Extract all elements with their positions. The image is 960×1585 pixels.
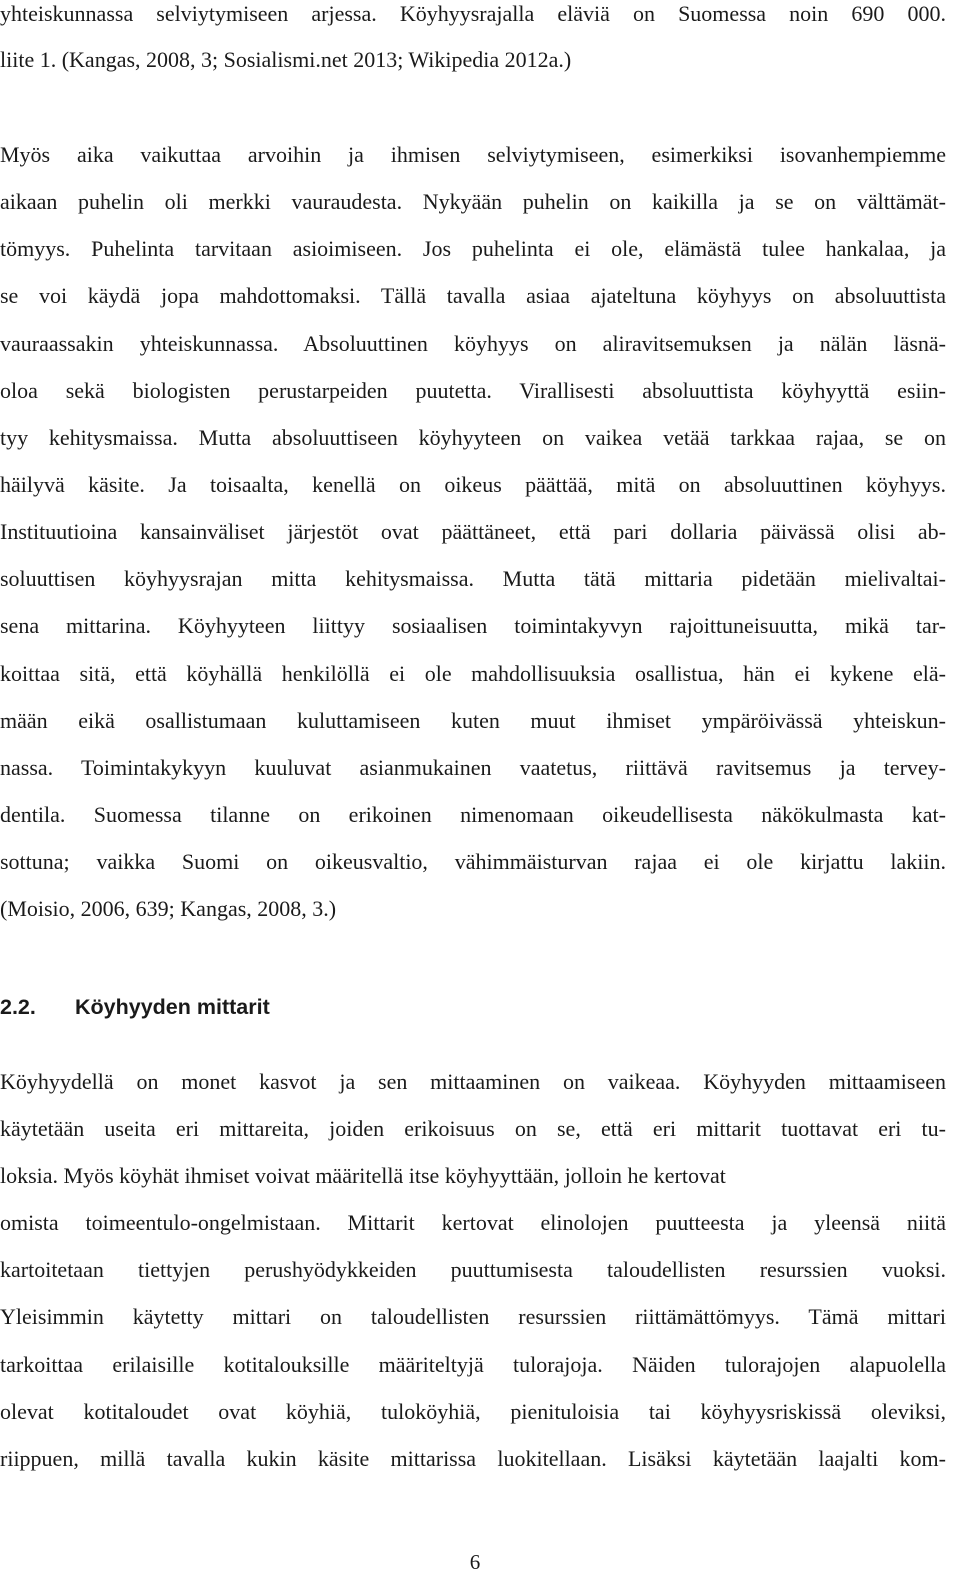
text-line: Myös aika vaikuttaa arvoihin ja ihmisen selviytymiseen, esimerkiksi isovanhempiemme [0, 142, 946, 167]
text-line: soluuttisen köyhyysrajan mitta kehitysmaissa. Mutta tätä mittaria pidetään mielivaltai- [0, 566, 946, 591]
text-line: aikaan puhelin oli merkki vauraudesta. Nykyään puhelin on kaikilla ja se on välttämät- [0, 189, 946, 214]
text-line: loksia. Myös köyhät ihmiset voivat määritellä itse köyhyyttään, jolloin he kertovat [0, 1163, 726, 1188]
text-line: Yleisimmin käytetty mittari on taloudellisten resurssien riittämättömyys. Tämä mittari [0, 1304, 946, 1329]
text-line: tömyys. Puhelinta tarvitaan asioimiseen. Jos puhelinta ei ole, elämästä tulee hankalaa, ja [0, 236, 946, 261]
text-line: omista toimeentulo-ongelmistaan. Mittarit kertovat elinolojen puutteesta ja yleensä niitä [0, 1210, 946, 1235]
section-number: 2.2. [0, 995, 36, 1019]
text-line: nassa. Toimintakykyyn kuuluvat asianmukainen vaatetus, riittävä ravitsemus ja tervey- [0, 755, 946, 780]
text-line: olevat kotitaloudet ovat köyhiä, tuloköyhiä, pienituloisia tai köyhyysriskissä oleviksi, [0, 1399, 946, 1424]
text-line: sena mittarina. Köyhyyteen liittyy sosiaalisen toimintakyvyn rajoittuneisuutta, mikä tar- [0, 613, 946, 638]
text-line: sottuna; vaikka Suomi on oikeusvaltio, vähimmäisturvan rajaa ei ole kirjattu lakiin. [0, 849, 946, 874]
text-line: häilyvä käsite. Ja toisaalta, kenellä on oikeus päättää, mitä on absoluuttinen köyhyys. [0, 472, 946, 497]
text-line: käytetään useita eri mittareita, joiden erikoisuus on se, että eri mittarit tuottavat eri tu- [0, 1116, 946, 1141]
section-heading [0, 992, 270, 1022]
text-line: riippuen, millä tavalla kukin käsite mittarissa luokitellaan. Lisäksi käytetään laajalti kom- [0, 1446, 946, 1471]
text-line: Köyhyydellä on monet kasvot ja sen mittaaminen on vaikeaa. Köyhyyden mittaamiseen [0, 1069, 946, 1094]
text-line: dentila. Suomessa tilanne on erikoinen nimenomaan oikeudellisesta näkökulmasta kat- [0, 802, 946, 827]
text-line: liite 1. (Kangas, 2008, 3; Sosialismi.net 2013; Wikipedia 2012a.) [0, 47, 572, 72]
text-line: Instituutioina kansainväliset järjestöt ovat päättäneet, että pari dollaria päivässä olisi ab- [0, 519, 946, 544]
text-line: mään eikä osallistumaan kuluttamiseen kuten muut ihmiset ympäröivässä yhteiskun- [0, 708, 946, 733]
text-line: koittaa sitä, että köyhällä henkilöllä ei ole mahdollisuuksia osallistua, hän ei kykene elä- [0, 661, 946, 686]
text-line: tarkoittaa erilaisille kotitalouksille määriteltyjä tulorajoja. Näiden tulorajojen alapuolella [0, 1352, 946, 1377]
text-line: yhteiskunnassa selviytymiseen arjessa. Köyhyysrajalla eläviä on Suomessa noin 690 000. [0, 1, 946, 26]
text-line: kartoitetaan tiettyjen perushyödykkeiden puuttumisesta taloudellisten resurssien vuoksi. [0, 1257, 946, 1282]
text-line: tyy kehitysmaissa. Mutta absoluuttiseen köyhyyteen on vaikea vetää tarkkaa rajaa, se on [0, 425, 946, 450]
text-line: oloa sekä biologisten perustarpeiden puutetta. Virallisesti absoluuttista köyhyyttä esiin- [0, 378, 946, 403]
text-line: se voi käydä jopa mahdottomaksi. Tällä tavalla asiaa ajateltuna köyhyys on absoluuttista [0, 283, 946, 308]
section-title: Köyhyyden mittarit [75, 995, 270, 1019]
page-number: 6 [469, 1550, 481, 1574]
text-line: (Moisio, 2006, 639; Kangas, 2008, 3.) [0, 896, 337, 921]
text-line: vauraassakin yhteiskunnassa. Absoluuttinen köyhyys on aliravitsemuksen ja nälän läsnä- [0, 331, 946, 356]
